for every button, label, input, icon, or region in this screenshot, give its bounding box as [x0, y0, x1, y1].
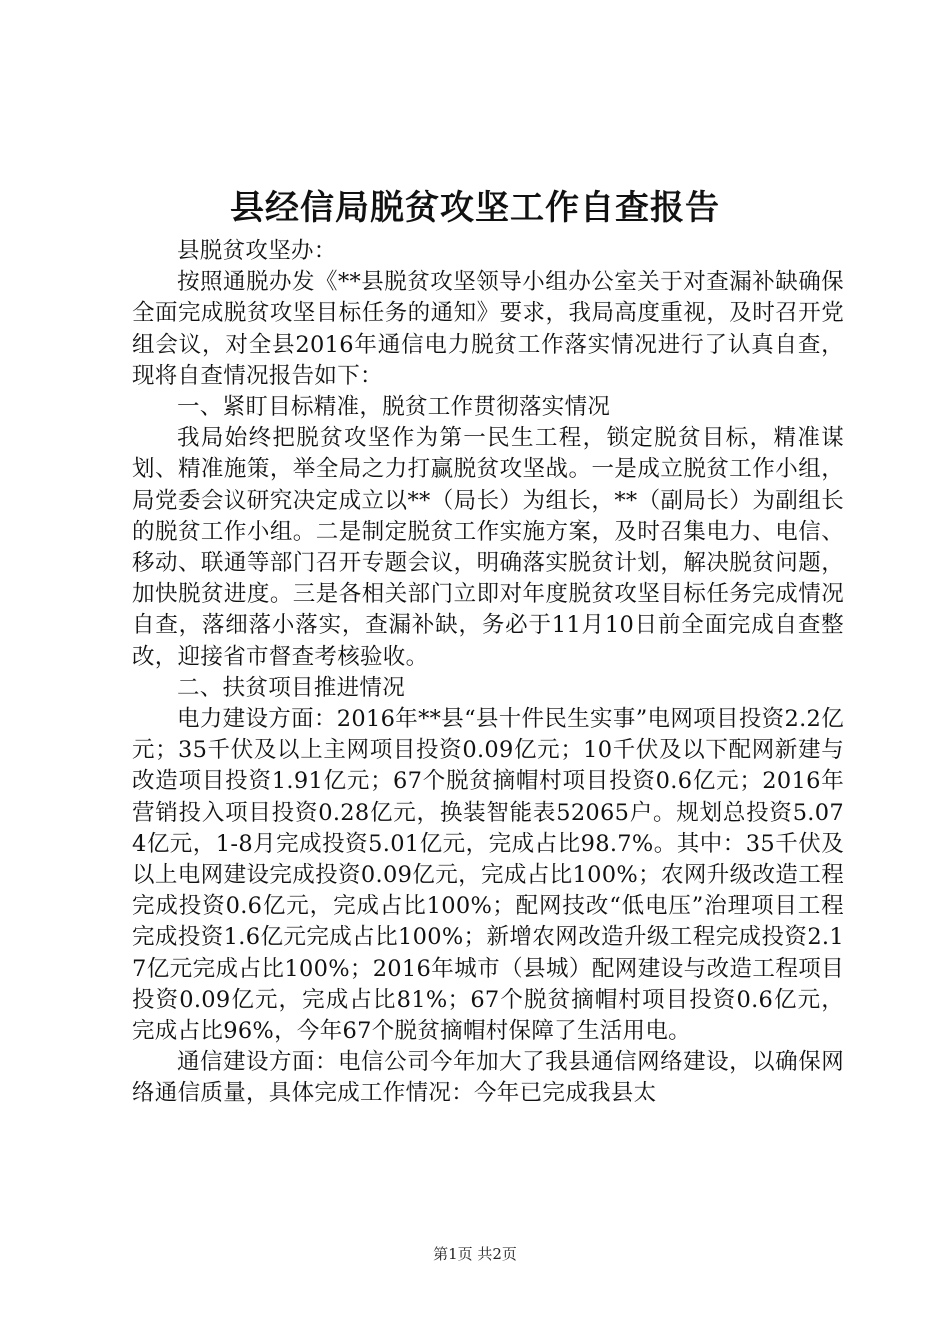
intro-paragraph: 按照通脱办发《**县脱贫攻坚领导小组办公室关于对查漏补缺确保全面完成脱贫攻坚目标任务的通知》要求，我局高度重视，及时召开党组会议，对全县2016年通信电力脱贫工作落实情况进行了认真自查，现将自查情况报告如下：: [132, 269, 844, 389]
document-body: [132, 236, 844, 1110]
section-heading-1: 一、紧盯目标精准，脱贫工作贯彻落实情况: [177, 394, 611, 421]
page-footer: 第1页 共2页: [433, 1245, 517, 1263]
paragraph-section-1: 我局始终把脱贫攻坚作为第一民生工程，锁定脱贫目标，精准谋划、精准施策，举全局之力打赢脱贫攻坚战。一是成立脱贫工作小组，局党委会议研究决定成立以**（局长）为组长，**（副局长）为副组长的脱贫工作小组。二是制定脱贫工作实施方案，及时召集电力、电信、移动、联通等部门召开专题会议，明确落实脱贫计划，解决脱贫问题，加快脱贫进度。三是各相关部门立即对年度脱贫攻坚目标任务完成情况自查，落细落小落实，查漏补缺，务必于11月10日前全面完成自查整改，迎接省市督查考核验收。: [132, 425, 844, 670]
salutation: 县脱贫攻坚办：: [177, 238, 337, 264]
section-heading-2: 二、扶贫项目推进情况: [177, 674, 406, 701]
paragraph-power-construction: 电力建设方面：2016年**县“县十件民生实事”电网项目投资2.2亿元；35千伏及以上主网项目投资0.09亿元；10千伏及以下配网新建与改造项目投资1.91亿元；67个脱贫摘帽村项目投资0.6亿元；2016年营销投入项目投资0.28亿元，换装智能表52065户。规划总投资5.074亿元，1-8月完成投资5.01亿元，完成占比98.7%。其中：35千伏及以上电网建设完成投资0.09亿元，完成占比100%；农网升级改造工程完成投资0.6亿元，完成占比100%；配网技改“低电压”治理项目工程完成投资1.6亿元完成占比100%；新增农网改造升级工程完成投资2.17亿元完成占比100%；2016年城市（县城）配网建设与改造工程项目投资0.09亿元，完成占比81%；67个脱贫摘帽村项目投资0.6亿元，完成占比96%，今年67个脱贫摘帽村保障了生活用电。: [132, 706, 844, 1045]
document-title: 县经信局脱贫攻坚工作自查报告: [230, 188, 720, 228]
paragraph-telecom-construction: 通信建设方面：电信公司今年加大了我县通信网络建设，以确保网络通信质量，具体完成工作情况：今年已完成我县太: [132, 1049, 844, 1107]
